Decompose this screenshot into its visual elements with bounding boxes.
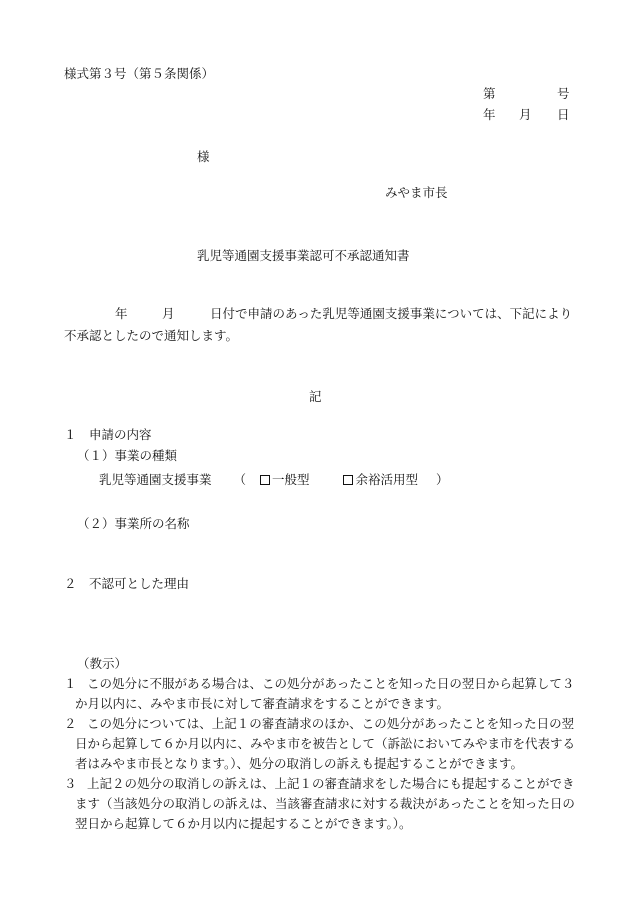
notice-heading: （教示） bbox=[77, 656, 128, 671]
body-line2: 不承認としたので通知します。 bbox=[64, 328, 239, 343]
body-month: 月 bbox=[162, 306, 175, 321]
section1-sub2: （２）事業所の名称 bbox=[77, 516, 190, 531]
close-paren: ） bbox=[435, 472, 449, 487]
notice-item2-line3: 者はみやま市長となります。）、処分の取消しの訴えも提起することができます。 bbox=[75, 756, 524, 771]
section1-heading: １ 申請の内容 bbox=[64, 427, 152, 442]
body-year: 年 bbox=[115, 306, 128, 321]
notice-item2-line2: 日から起算して６か月以内に、みやま市を被告として（訴訟においてみやま市を代表する bbox=[75, 736, 576, 751]
business-type-row bbox=[99, 472, 448, 488]
notice-item1-num: １ bbox=[64, 676, 77, 691]
document-title: 乳児等通園支援事業認可不承認通知書 bbox=[197, 248, 410, 263]
notice-item3-line1: 上記２の処分の取消しの訴えは、上記１の審査請求をした場合にも提起することができ bbox=[87, 776, 575, 791]
issuer-name: みやま市長 bbox=[385, 185, 448, 200]
notice-item2-line1: この処分については、上記１の審査請求のほか、この処分があったことを知った日の翌 bbox=[87, 716, 575, 731]
checkbox-general[interactable] bbox=[260, 475, 270, 485]
notice-item1-line1: この処分に不服がある場合は、この処分があったことを知った日の翌日から起算して３ bbox=[87, 676, 575, 691]
body-line1: 日付で申請のあった乳児等通園支援事業については、下記により bbox=[210, 306, 573, 321]
form-label: 様式第３号（第５条関係） bbox=[64, 66, 215, 81]
notice-item3-line2: ます（当該処分の取消しの訴えは、当該審査請求に対する裁決があったことを知った日の bbox=[75, 796, 575, 811]
addressee-suffix: 様 bbox=[197, 149, 210, 164]
notice-item3-line3: 翌日から起算して６か月以内に提起することができます。）。 bbox=[75, 816, 412, 831]
option-surplus-label: 余裕活用型 bbox=[355, 472, 418, 487]
checkbox-surplus[interactable] bbox=[343, 475, 353, 485]
option-general-label: 一般型 bbox=[271, 472, 310, 487]
ki-heading: 記 bbox=[309, 389, 322, 404]
number-suffix: 号 bbox=[557, 86, 570, 101]
notice-item2-num: ２ bbox=[64, 716, 77, 731]
section2-heading: ２ 不認可とした理由 bbox=[64, 576, 190, 591]
section1-sub1: （１）事業の種類 bbox=[77, 448, 178, 463]
notice-item1-line2: か月以内に、みやま市長に対して審査請求をすることができます。 bbox=[75, 696, 450, 711]
date-day: 日 bbox=[557, 107, 570, 122]
number-prefix: 第 bbox=[483, 86, 496, 101]
date-year: 年 bbox=[483, 107, 496, 122]
open-paren: （ bbox=[233, 472, 246, 487]
date-month: 月 bbox=[519, 107, 532, 122]
notice-item3-num: ３ bbox=[64, 776, 77, 791]
business-type-name: 乳児等通園支援事業 bbox=[99, 472, 212, 487]
